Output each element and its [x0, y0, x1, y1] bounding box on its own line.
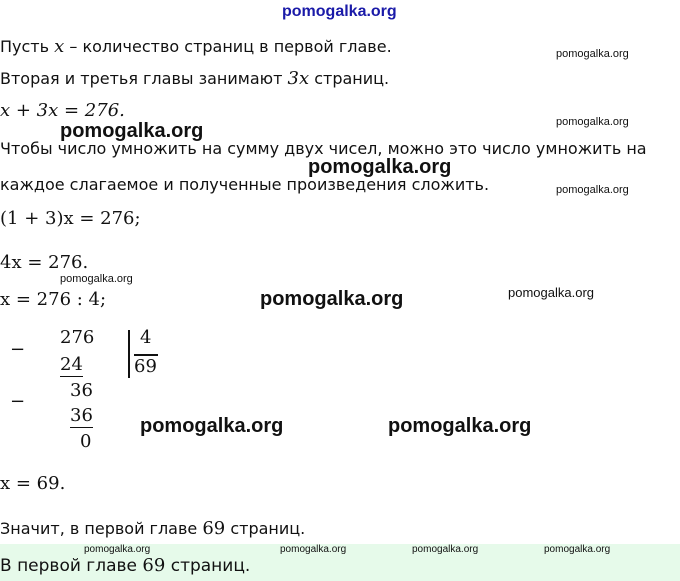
division-subtrahend-1-value: 24	[60, 354, 83, 375]
watermark: pomogalka.org	[544, 544, 611, 555]
watermark-big: pomogalka.org	[140, 415, 284, 437]
watermark: pomogalka.org	[556, 184, 629, 196]
watermark: pomogalka.org	[412, 544, 479, 555]
equation-5: x = 69.	[0, 473, 66, 494]
watermark-big: pomogalka.org	[308, 156, 452, 178]
watermark-top: pomogalka.org	[282, 3, 397, 20]
math-expression: 3x	[287, 68, 310, 89]
math-number: 69	[142, 555, 166, 576]
text-line-4: каждое слагаемое и полученные произведения сложить.	[0, 175, 490, 194]
math-number: 69	[202, 518, 226, 539]
conclusion-line	[0, 518, 305, 540]
text-fragment: страниц.	[225, 519, 306, 538]
text-fragment: – количество страниц в первой главе.	[64, 37, 392, 56]
text-fragment: Пусть	[0, 37, 55, 56]
division-subtrahend-1	[60, 354, 83, 376]
equation-1: x + 3x = 276.	[0, 100, 125, 121]
division-subtrahend-2	[70, 405, 93, 427]
text-line-3: Чтобы число умножить на сумму двух чисел, можно это число умножить на	[0, 139, 647, 158]
text-fragment: Значит, в первой главе	[0, 519, 203, 538]
division-minus-2: −	[10, 391, 26, 412]
equation-2: (1 + 3)x = 276;	[0, 208, 141, 229]
division-vertical-line	[128, 330, 130, 378]
text-fragment: Вторая и третья главы занимают	[0, 69, 288, 88]
division-subtrahend-2-value: 36	[70, 405, 93, 426]
watermark: pomogalka.org	[280, 544, 347, 555]
equation-4: x = 276 : 4;	[0, 289, 107, 310]
watermark-big: pomogalka.org	[60, 120, 204, 142]
text-line-2	[0, 68, 389, 90]
text-fragment: страниц.	[309, 69, 390, 88]
watermark: pomogalka.org	[556, 116, 629, 128]
answer-text	[0, 555, 250, 577]
watermark: pomogalka.org	[84, 544, 151, 555]
division-divisor: 4	[140, 327, 152, 348]
division-minus-1: −	[10, 339, 26, 360]
division-remainder-final: 0	[80, 431, 92, 452]
text-line-1	[0, 36, 392, 58]
math-variable: x	[54, 36, 65, 57]
watermark-big: pomogalka.org	[260, 288, 404, 310]
division-dividend: 276	[60, 327, 95, 348]
text-fragment: страниц.	[165, 556, 251, 576]
watermark: pomogalka.org	[508, 285, 594, 300]
division-quotient: 69	[134, 356, 157, 377]
equation-3: 4x = 276.	[0, 252, 89, 273]
text-fragment: В первой главе	[0, 556, 143, 576]
watermark: pomogalka.org	[60, 273, 133, 285]
watermark-big: pomogalka.org	[388, 415, 532, 437]
division-remainder-1: 36	[70, 380, 93, 401]
watermark: pomogalka.org	[556, 48, 629, 60]
